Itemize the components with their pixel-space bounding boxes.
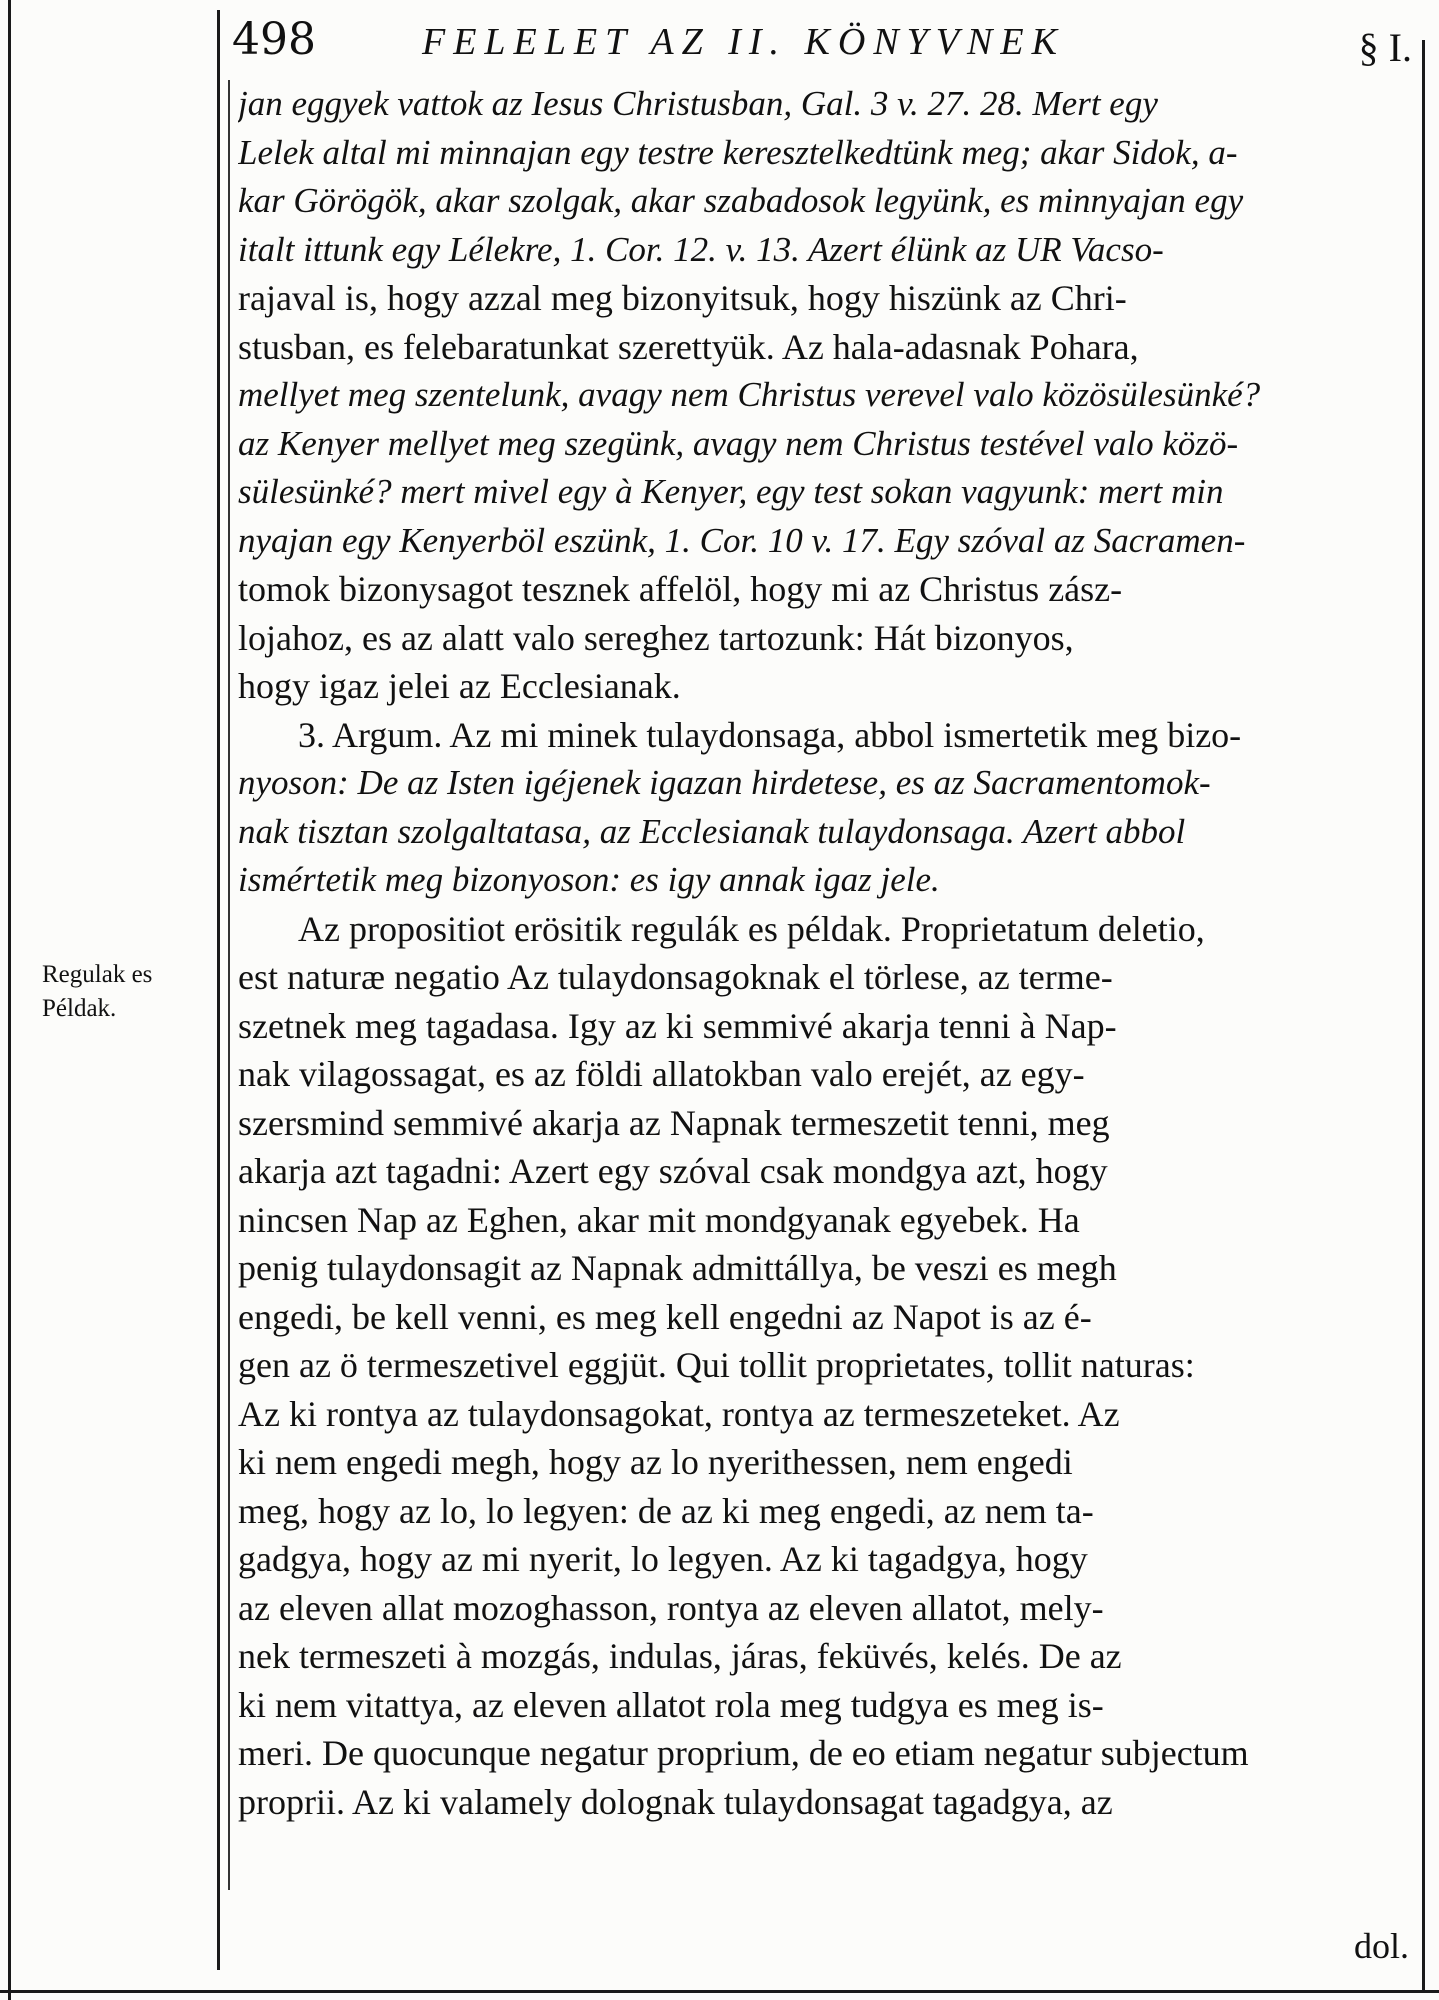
text-line: szetnek meg tagadasa. Igy az ki semmivé akarja tenni à Nap- (238, 1005, 1117, 1046)
text-line: az Kenyer mellyet meg szegünk, avagy nem Christus testével valo közö- (238, 423, 1239, 463)
text-line: meg, hogy az lo, lo legyen: de az ki meg engedi, az nem ta- (238, 1490, 1094, 1531)
text-line: nyoson: De az Isten igéjenek igazan hirdetese, es az Sacramentomok- (238, 763, 1211, 802)
margin-column-rule (217, 10, 220, 1970)
page-number: 498 (232, 14, 316, 65)
margin-note: Regulak es Példak. (42, 961, 153, 1022)
text-line: az eleven allat mozoghasson, rontya az eleven allatot, mely- (238, 1587, 1104, 1628)
text-line: sülesünké? mert mivel egy à Kenyer, egy test sokan vagyunk: mert min (238, 472, 1224, 511)
text-line: ki nem vitattya, az eleven allatot rola meg tudgya es meg is- (238, 1684, 1104, 1725)
text-line: penig tulaydonsagit az Napnak admittállya, be veszi es megh (238, 1248, 1117, 1288)
text-line: proprii. Az ki valamely dolognak tulaydonsagat tagadgya, az (238, 1781, 1113, 1822)
text-line: nyajan egy Kenyerböl eszünk, 1. Cor. 10 v. 17. Egy szóval az Sacramen- (238, 520, 1246, 560)
text-line: stusban, es felebaratunkat szerettyük. Az hala-adasnak Pohara, (238, 326, 1139, 367)
text-line: nek termeszeti à mozgás, indulas, járas, feküvés, kelés. De az (238, 1636, 1122, 1676)
text-line: mellyet meg szentelunk, avagy nem Christus verevel valo közösülesünké? (238, 375, 1261, 414)
text-line: szersmind semmivé akarja az Napnak termeszetit tenni, meg (238, 1102, 1110, 1143)
text-line: Az ki rontya az tulaydonsagokat, rontya az termeszeteket. Az (238, 1393, 1120, 1434)
body-text (238, 80, 1416, 1826)
text-line: nak vilagossagat, es az földi allatokban valo erejét, az egy- (238, 1054, 1085, 1094)
text-line: nincsen Nap az Eghen, akar mit mondgyanak egyebek. Ha (238, 1199, 1080, 1240)
text-line: rajaval is, hogy azzal meg bizonyitsuk, hogy hiszünk az Chri- (238, 278, 1127, 318)
catchword: dol. (1353, 1926, 1409, 1966)
bottom-frame-rule (0, 1990, 1439, 1993)
text-line: jan eggyek vattok az Iesus Christusban, Gal. 3 v. 27. 28. Mert egy (238, 84, 1158, 123)
text-line: kar Görögök, akar szolgak, akar szabadosok legyünk, es minnyajan egy (238, 181, 1244, 220)
left-frame-rule (8, 0, 11, 2000)
text-line: Lelek altal mi minnajan egy testre keresztelkedtünk meg; akar Sidok, a- (238, 132, 1238, 172)
text-line: 3. Argum. Az mi minek tulaydonsaga, abbol ismertetik meg bizo- (298, 714, 1242, 755)
text-line: Az propositiot erösitik regulák es példak. Proprietatum deletio, (298, 908, 1205, 949)
text-line: gadgya, hogy az mi nyerit, lo legyen. Az ki tagadgya, hogy (238, 1539, 1088, 1579)
text-line: engedi, be kell venni, es meg kell engedni az Napot is az é- (238, 1296, 1092, 1337)
text-line: tomok bizonysagot tesznek affelöl, hogy mi az Christus zász- (238, 569, 1123, 609)
page-header (232, 14, 1412, 74)
text-line: ki nem engedi megh, hogy az lo nyerithessen, nem engedi (238, 1442, 1073, 1482)
text-column-rule (228, 80, 230, 1890)
section-mark: § I. (1358, 25, 1412, 70)
text-line: gen az ö termeszetivel eggjüt. Qui tollit proprietates, tollit naturas: (238, 1345, 1195, 1385)
running-head: FELELET AZ II. KÖNYVNEK (422, 21, 1065, 63)
text-line: akarja azt tagadni: Azert egy szóval csak mondgya azt, hogy (238, 1151, 1108, 1191)
text-line: lojahoz, es az alatt valo sereghez tartozunk: Hát bizonyos, (238, 617, 1074, 658)
text-line: ismértetik meg bizonyoson: es igy annak igaz jele. (238, 860, 940, 899)
text-line: est naturæ negatio Az tulaydonsagoknak el törlese, az terme- (238, 957, 1113, 997)
text-line: hogy igaz jelei az Ecclesianak. (238, 666, 681, 706)
right-frame-rule (1422, 40, 1425, 1990)
text-line: nak tisztan szolgaltatasa, az Ecclesianak tulaydonsaga. Azert abbol (238, 811, 1186, 851)
text-line: meri. De quocunque negatur proprium, de eo etiam negatur subjectum (238, 1733, 1249, 1773)
text-line: italt ittunk egy Lélekre, 1. Cor. 12. v. 13. Azert élünk az UR Vacso- (238, 229, 1164, 269)
